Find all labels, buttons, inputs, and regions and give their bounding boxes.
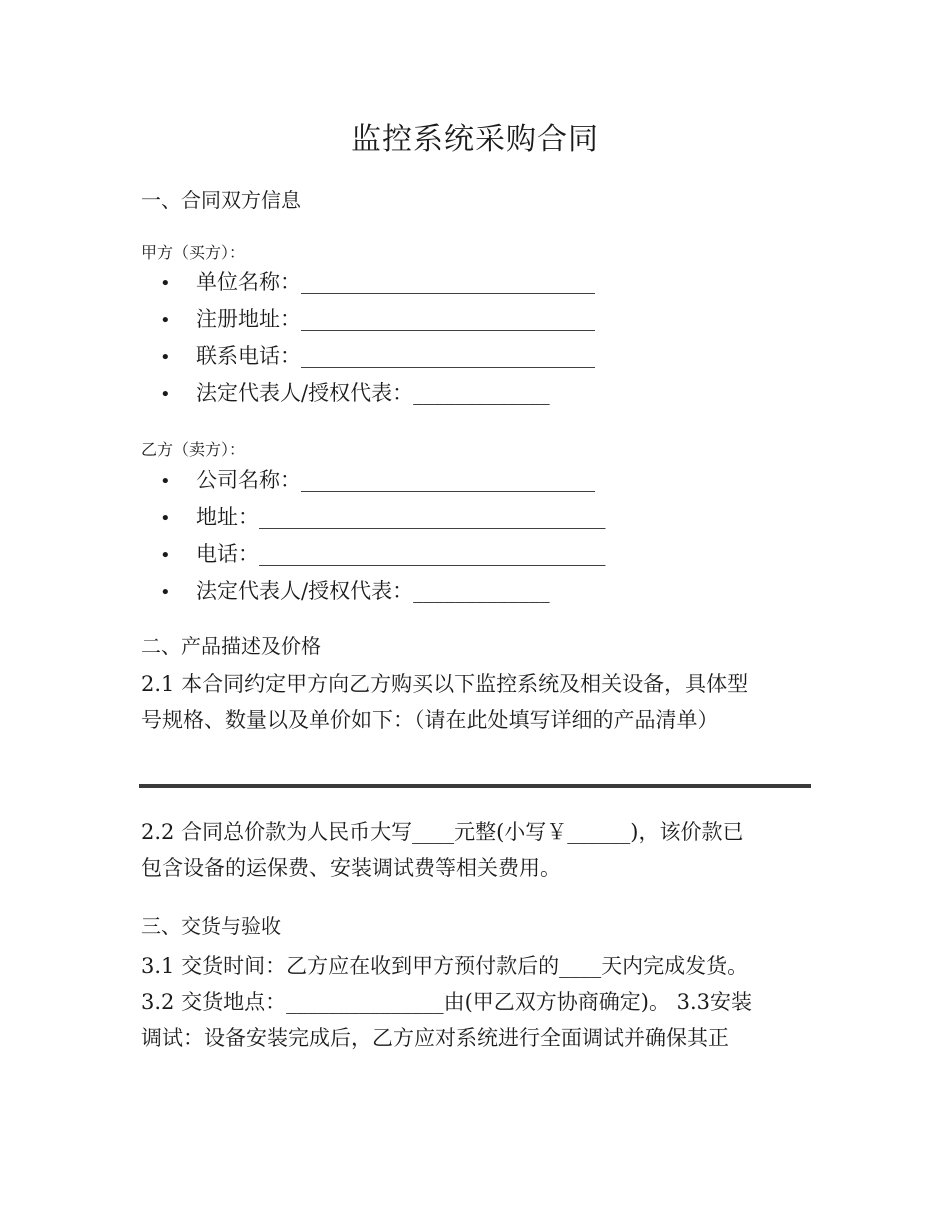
clause-line: 3.1 交货时间：乙方应在收到甲方预付款后的____天内完成发货。	[141, 954, 749, 978]
bullet-icon: •	[160, 545, 171, 566]
fill-in-blank: _____________	[413, 579, 550, 603]
bullet-icon: •	[160, 384, 171, 405]
fill-in-blank: _____________	[413, 381, 550, 405]
bullet-icon: •	[160, 273, 171, 294]
field-label: 联系电话：	[196, 344, 301, 368]
field-label: 注册地址：	[196, 307, 301, 331]
party-a-representative-field	[160, 377, 550, 407]
section-heading-delivery: 三、交货与验收	[141, 914, 281, 938]
section-heading-products: 二、产品描述及价格	[141, 634, 321, 658]
field-label: 单位名称：	[196, 270, 301, 294]
party-b-address-field	[160, 501, 606, 531]
party-a-address-field	[160, 303, 595, 333]
party-b-company-name-field	[160, 464, 595, 494]
clause-2-2	[141, 814, 811, 886]
clause-2-1	[141, 666, 811, 738]
clause-line: 2.2 合同总价款为人民币大写____元整(小写￥______)，该价款已	[141, 820, 744, 844]
fill-in-blank: ____________________________	[301, 270, 595, 294]
clause-line: 包含设备的运保费、安装调试费等相关费用。	[141, 856, 561, 880]
clause-line: 3.2 交货地点：_______________由(甲乙双方协商确定)。 3.3安装	[141, 990, 753, 1014]
field-label: 地址：	[196, 505, 259, 529]
fill-in-blank: ____________________________	[301, 307, 595, 331]
section-heading-parties: 一、合同双方信息	[141, 188, 301, 212]
party-a-unit-name-field	[160, 266, 595, 296]
bullet-icon: •	[160, 471, 171, 492]
party-a-heading: 甲方（买方）：	[141, 243, 246, 262]
field-label: 法定代表人/授权代表：	[196, 381, 414, 405]
party-b-heading: 乙方（卖方）：	[141, 440, 246, 459]
fill-in-blank: ____________________________	[301, 344, 595, 368]
clauses-3	[141, 948, 811, 1056]
fill-in-blank: _________________________________	[259, 542, 606, 566]
horizontal-divider	[139, 784, 811, 788]
field-label: 电话：	[196, 542, 259, 566]
bullet-icon: •	[160, 347, 171, 368]
bullet-icon: •	[160, 508, 171, 529]
party-a-phone-field	[160, 340, 595, 370]
bullet-icon: •	[160, 310, 171, 331]
field-label: 公司名称：	[196, 468, 301, 492]
field-label: 法定代表人/授权代表：	[196, 579, 414, 603]
clause-line: 调试：设备安装完成后，乙方应对系统进行全面调试并确保其正	[141, 1026, 729, 1050]
fill-in-blank: ____________________________	[301, 468, 595, 492]
fill-in-blank: _________________________________	[259, 505, 606, 529]
party-b-phone-field	[160, 538, 606, 568]
party-b-representative-field	[160, 575, 550, 605]
clause-line: 2.1 本合同约定甲方向乙方购买以下监控系统及相关设备，具体型	[141, 672, 749, 696]
document-title: 监控系统采购合同	[351, 122, 599, 157]
clause-line: 号规格、数量以及单价如下：（请在此处填写详细的产品清单）	[141, 708, 719, 732]
bullet-icon: •	[160, 582, 171, 603]
